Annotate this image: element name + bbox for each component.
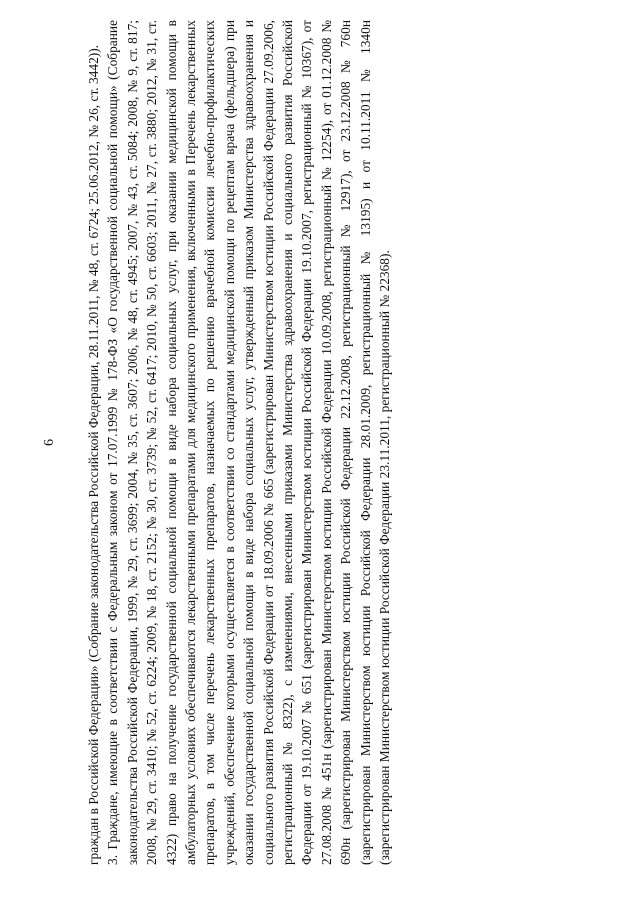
page-number: 6 [42,439,57,446]
paragraph-continuation: граждан в Российской Федерации» (Собрание законодательства Российской Федерации, 28.11.2011, № 48, ст. 6724; 25.06.2012, № 26, ст. 3442)). [86,44,101,865]
body-text [84,20,395,865]
rotated-text-block [42,20,412,865]
paragraph-item-3: 3. Граждане, имеющие в соответствии с Федеральным законом от 17.07.1999 № 178-ФЗ «О государственной социальной помощи» (Собрание законодательства Российской Федерации, 1999, № 29, ст. 3699; 2004, № 35, ст. 3607; 2006, № 48, ст. 4945; 2007, № 43, ст. 5084; 2008, № 9, ст. 817; 2008, № 29, ст. 3410; № 52, ст. 6224; 2009, № 18, ст. 2152; № 30, ст. 3739; № 52, ст. 6417; 2010, № 50, ст. 6603; 2011, № 27, ст. 3880; 2012, № 31, ст. 4322) право на получение государственной социальной помощи в виде набора социальных услуг, при оказании медицинской помощи в амбулаторных условиях обеспечиваются лекарственными препаратами для медицинского применения, включенными в Перечень лекарственных препаратов, в том числе перечень лекарственных препаратов, назначаемых по решению врачебной комиссии лечебно-профилактических учреждений, обеспечение которыми осуществляется в соответствии со стандартами медицинской помощи по рецептам врача (фельдшера) при оказании государственной социальной помощи в виде набора социальных услуг, утвержденный приказом Министерства здравоохранения и социального развития Российской Федерации от 18.09.2006 № 665 (зарегистрирован Министерством юстиции Российской Федерации 27.09.2006, регистрационный № 8322), с изменениями, внесенными приказами Министерства здравоохранения и социального развития Российской Федерации от 19.10.2007 № 651 (зарегистрирован Министерством юстиции Российской Федерации 19.10.2007, регистрационный № 10367), от 27.08.2008 № 451н (зарегистрирован Министерством юстиции Российской Федерации 10.09.2008, регистрационный № 12254), от 01.12.2008 № 690н (зарегистрирован Министерством юстиции Российской Федерации 22.12.2008, регистрационный № 12917), от 23.12.2008 № 760н (зарегистрирован Министерством юстиции Российской Федерации 28.01.2009, регистрационный № 13195) и от 10.11.2011 № 1340н (зарегистрирован Министерством юстиции Российской Федерации 23.11.2011, регистрационный № 22368). [105,20,393,865]
